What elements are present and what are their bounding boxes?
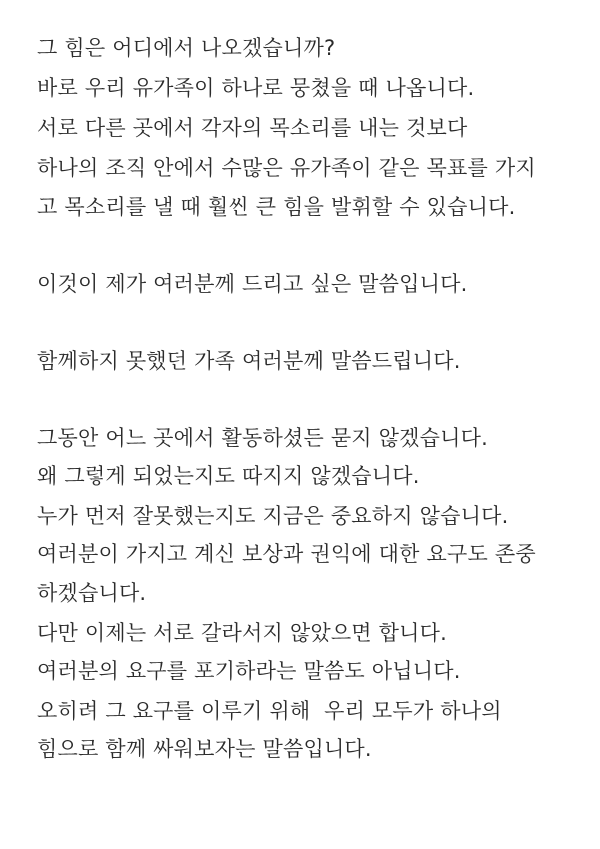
- text-line: 그 힘은 어디에서 나오겠습니까?: [37, 36, 336, 60]
- text-line: 힘으로 함께 싸워보자는 말씀입니다.: [37, 737, 372, 761]
- text-line: 하겠습니다.: [37, 581, 147, 605]
- text-line: 서로 다른 곳에서 각자의 목소리를 내는 것보다: [37, 116, 468, 140]
- text-line: 누가 먼저 잘못했는지도 지금은 중요하지 않습니다.: [37, 504, 509, 528]
- text-line: 하나의 조직 안에서 수많은 유가족이 같은 목표를 가지: [37, 156, 536, 180]
- text-line: 여러분의 요구를 포기하라는 말씀도 아닙니다.: [37, 659, 461, 683]
- text-line: 그동안 어느 곳에서 활동하셨든 묻지 않겠습니다.: [37, 426, 488, 450]
- text-line: 고 목소리를 낼 때 훨씬 큰 힘을 발휘할 수 있습니다.: [37, 195, 516, 219]
- text-line: 오히려 그 요구를 이루기 위해 우리 모두가 하나의: [37, 699, 502, 723]
- text-line: 바로 우리 유가족이 하나로 뭉쳤을 때 나옵니다.: [37, 76, 475, 100]
- text-line: 여러분이 가지고 계신 보상과 권익에 대한 요구도 존중: [37, 542, 536, 566]
- text-line: 다만 이제는 서로 갈라서지 않았으면 합니다.: [37, 621, 447, 645]
- text-line: 이것이 제가 여러분께 드리고 싶은 말씀입니다.: [37, 272, 468, 296]
- text-line: 왜 그렇게 되었는지도 따지지 않겠습니다.: [37, 464, 420, 488]
- text-line: 함께하지 못했던 가족 여러분께 말씀드립니다.: [37, 349, 461, 373]
